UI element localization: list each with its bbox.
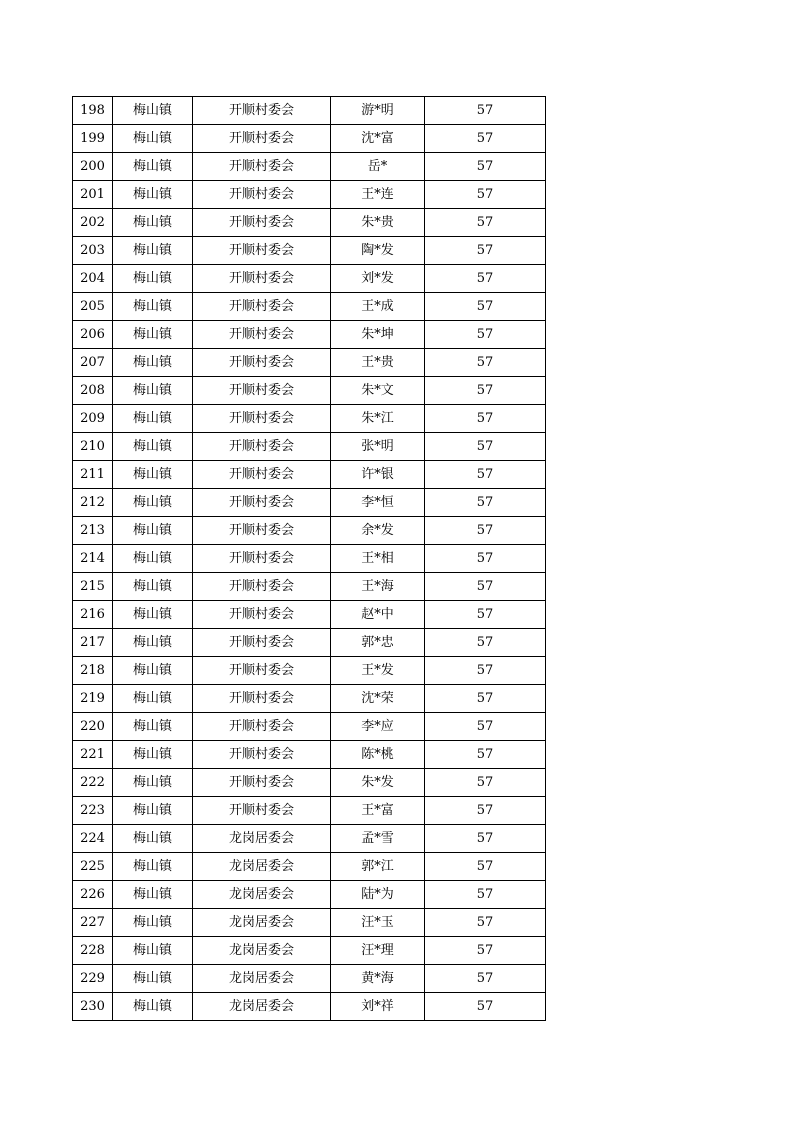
row-index-cell: 227 xyxy=(73,909,113,937)
amount-cell: 57 xyxy=(425,629,546,657)
name-cell: 张*明 xyxy=(331,433,425,461)
row-index-cell: 216 xyxy=(73,601,113,629)
amount-cell: 57 xyxy=(425,937,546,965)
township-cell: 梅山镇 xyxy=(113,405,193,433)
amount-cell: 57 xyxy=(425,741,546,769)
amount-cell: 57 xyxy=(425,321,546,349)
table-row xyxy=(73,433,546,461)
row-index-cell: 212 xyxy=(73,489,113,517)
amount-cell: 57 xyxy=(425,825,546,853)
committee-cell: 龙岗居委会 xyxy=(193,993,331,1021)
table-row xyxy=(73,825,546,853)
committee-cell: 开顺村委会 xyxy=(193,629,331,657)
name-cell: 朱*发 xyxy=(331,769,425,797)
township-cell: 梅山镇 xyxy=(113,993,193,1021)
township-cell: 梅山镇 xyxy=(113,881,193,909)
table-row xyxy=(73,881,546,909)
township-cell: 梅山镇 xyxy=(113,713,193,741)
table-row xyxy=(73,685,546,713)
table-row xyxy=(73,153,546,181)
row-index-cell: 217 xyxy=(73,629,113,657)
name-cell: 游*明 xyxy=(331,97,425,125)
name-cell: 陈*桃 xyxy=(331,741,425,769)
committee-cell: 龙岗居委会 xyxy=(193,937,331,965)
township-cell: 梅山镇 xyxy=(113,741,193,769)
amount-cell: 57 xyxy=(425,97,546,125)
amount-cell: 57 xyxy=(425,237,546,265)
township-cell: 梅山镇 xyxy=(113,377,193,405)
name-cell: 沈*富 xyxy=(331,125,425,153)
amount-cell: 57 xyxy=(425,797,546,825)
committee-cell: 开顺村委会 xyxy=(193,293,331,321)
committee-cell: 开顺村委会 xyxy=(193,97,331,125)
table-row xyxy=(73,97,546,125)
name-cell: 李*应 xyxy=(331,713,425,741)
table-row xyxy=(73,573,546,601)
name-cell: 沈*荣 xyxy=(331,685,425,713)
committee-cell: 龙岗居委会 xyxy=(193,881,331,909)
table-row xyxy=(73,489,546,517)
table-row xyxy=(73,769,546,797)
row-index-cell: 207 xyxy=(73,349,113,377)
row-index-cell: 200 xyxy=(73,153,113,181)
township-cell: 梅山镇 xyxy=(113,293,193,321)
township-cell: 梅山镇 xyxy=(113,909,193,937)
row-index-cell: 214 xyxy=(73,545,113,573)
name-cell: 朱*贵 xyxy=(331,209,425,237)
township-cell: 梅山镇 xyxy=(113,321,193,349)
amount-cell: 57 xyxy=(425,573,546,601)
row-index-cell: 224 xyxy=(73,825,113,853)
amount-cell: 57 xyxy=(425,265,546,293)
row-index-cell: 225 xyxy=(73,853,113,881)
amount-cell: 57 xyxy=(425,965,546,993)
committee-cell: 龙岗居委会 xyxy=(193,909,331,937)
table-row xyxy=(73,797,546,825)
amount-cell: 57 xyxy=(425,713,546,741)
committee-cell: 开顺村委会 xyxy=(193,237,331,265)
name-cell: 朱*文 xyxy=(331,377,425,405)
township-cell: 梅山镇 xyxy=(113,209,193,237)
committee-cell: 龙岗居委会 xyxy=(193,965,331,993)
row-index-cell: 209 xyxy=(73,405,113,433)
township-cell: 梅山镇 xyxy=(113,125,193,153)
name-cell: 朱*江 xyxy=(331,405,425,433)
row-index-cell: 210 xyxy=(73,433,113,461)
committee-cell: 开顺村委会 xyxy=(193,741,331,769)
committee-cell: 开顺村委会 xyxy=(193,601,331,629)
row-index-cell: 203 xyxy=(73,237,113,265)
amount-cell: 57 xyxy=(425,657,546,685)
name-cell: 朱*坤 xyxy=(331,321,425,349)
committee-cell: 开顺村委会 xyxy=(193,265,331,293)
row-index-cell: 220 xyxy=(73,713,113,741)
committee-cell: 开顺村委会 xyxy=(193,377,331,405)
township-cell: 梅山镇 xyxy=(113,657,193,685)
name-cell: 汪*玉 xyxy=(331,909,425,937)
row-index-cell: 219 xyxy=(73,685,113,713)
amount-cell: 57 xyxy=(425,153,546,181)
name-cell: 郭*江 xyxy=(331,853,425,881)
table-row xyxy=(73,125,546,153)
table-row xyxy=(73,237,546,265)
township-cell: 梅山镇 xyxy=(113,181,193,209)
committee-cell: 开顺村委会 xyxy=(193,181,331,209)
row-index-cell: 198 xyxy=(73,97,113,125)
township-cell: 梅山镇 xyxy=(113,797,193,825)
table-row xyxy=(73,181,546,209)
row-index-cell: 223 xyxy=(73,797,113,825)
name-cell: 王*相 xyxy=(331,545,425,573)
row-index-cell: 222 xyxy=(73,769,113,797)
name-cell: 王*海 xyxy=(331,573,425,601)
committee-cell: 开顺村委会 xyxy=(193,769,331,797)
amount-cell: 57 xyxy=(425,293,546,321)
name-cell: 刘*祥 xyxy=(331,993,425,1021)
row-index-cell: 205 xyxy=(73,293,113,321)
table-row xyxy=(73,657,546,685)
table-row xyxy=(73,265,546,293)
table-row xyxy=(73,405,546,433)
row-index-cell: 199 xyxy=(73,125,113,153)
township-cell: 梅山镇 xyxy=(113,545,193,573)
table-row xyxy=(73,545,546,573)
name-cell: 许*银 xyxy=(331,461,425,489)
name-cell: 王*发 xyxy=(331,657,425,685)
row-index-cell: 229 xyxy=(73,965,113,993)
amount-cell: 57 xyxy=(425,349,546,377)
amount-cell: 57 xyxy=(425,685,546,713)
name-cell: 汪*理 xyxy=(331,937,425,965)
township-cell: 梅山镇 xyxy=(113,825,193,853)
township-cell: 梅山镇 xyxy=(113,349,193,377)
committee-cell: 开顺村委会 xyxy=(193,153,331,181)
township-cell: 梅山镇 xyxy=(113,937,193,965)
township-cell: 梅山镇 xyxy=(113,153,193,181)
row-index-cell: 215 xyxy=(73,573,113,601)
committee-cell: 开顺村委会 xyxy=(193,433,331,461)
records-table-body xyxy=(73,97,546,1021)
amount-cell: 57 xyxy=(425,377,546,405)
amount-cell: 57 xyxy=(425,545,546,573)
table-row xyxy=(73,461,546,489)
row-index-cell: 226 xyxy=(73,881,113,909)
name-cell: 王*富 xyxy=(331,797,425,825)
amount-cell: 57 xyxy=(425,461,546,489)
row-index-cell: 221 xyxy=(73,741,113,769)
table-row xyxy=(73,321,546,349)
name-cell: 李*恒 xyxy=(331,489,425,517)
committee-cell: 开顺村委会 xyxy=(193,349,331,377)
township-cell: 梅山镇 xyxy=(113,237,193,265)
table-row xyxy=(73,349,546,377)
name-cell: 赵*中 xyxy=(331,601,425,629)
township-cell: 梅山镇 xyxy=(113,517,193,545)
committee-cell: 龙岗居委会 xyxy=(193,853,331,881)
row-index-cell: 202 xyxy=(73,209,113,237)
name-cell: 余*发 xyxy=(331,517,425,545)
amount-cell: 57 xyxy=(425,405,546,433)
committee-cell: 龙岗居委会 xyxy=(193,825,331,853)
table-row xyxy=(73,909,546,937)
township-cell: 梅山镇 xyxy=(113,97,193,125)
amount-cell: 57 xyxy=(425,769,546,797)
committee-cell: 开顺村委会 xyxy=(193,405,331,433)
table-row xyxy=(73,293,546,321)
row-index-cell: 211 xyxy=(73,461,113,489)
amount-cell: 57 xyxy=(425,181,546,209)
row-index-cell: 230 xyxy=(73,993,113,1021)
name-cell: 陆*为 xyxy=(331,881,425,909)
row-index-cell: 206 xyxy=(73,321,113,349)
amount-cell: 57 xyxy=(425,209,546,237)
amount-cell: 57 xyxy=(425,433,546,461)
committee-cell: 开顺村委会 xyxy=(193,545,331,573)
amount-cell: 57 xyxy=(425,993,546,1021)
committee-cell: 开顺村委会 xyxy=(193,125,331,153)
township-cell: 梅山镇 xyxy=(113,853,193,881)
committee-cell: 开顺村委会 xyxy=(193,489,331,517)
table-row xyxy=(73,601,546,629)
row-index-cell: 201 xyxy=(73,181,113,209)
township-cell: 梅山镇 xyxy=(113,433,193,461)
committee-cell: 开顺村委会 xyxy=(193,797,331,825)
table-row xyxy=(73,741,546,769)
committee-cell: 开顺村委会 xyxy=(193,321,331,349)
township-cell: 梅山镇 xyxy=(113,489,193,517)
amount-cell: 57 xyxy=(425,909,546,937)
amount-cell: 57 xyxy=(425,881,546,909)
table-row xyxy=(73,965,546,993)
row-index-cell: 204 xyxy=(73,265,113,293)
committee-cell: 开顺村委会 xyxy=(193,657,331,685)
records-table xyxy=(72,96,546,1021)
amount-cell: 57 xyxy=(425,601,546,629)
name-cell: 陶*发 xyxy=(331,237,425,265)
table-row xyxy=(73,853,546,881)
row-index-cell: 218 xyxy=(73,657,113,685)
table-row xyxy=(73,993,546,1021)
name-cell: 王*成 xyxy=(331,293,425,321)
committee-cell: 开顺村委会 xyxy=(193,713,331,741)
row-index-cell: 228 xyxy=(73,937,113,965)
committee-cell: 开顺村委会 xyxy=(193,517,331,545)
table-row xyxy=(73,937,546,965)
name-cell: 郭*忠 xyxy=(331,629,425,657)
row-index-cell: 208 xyxy=(73,377,113,405)
amount-cell: 57 xyxy=(425,517,546,545)
amount-cell: 57 xyxy=(425,853,546,881)
table-row xyxy=(73,377,546,405)
name-cell: 孟*雪 xyxy=(331,825,425,853)
township-cell: 梅山镇 xyxy=(113,769,193,797)
township-cell: 梅山镇 xyxy=(113,685,193,713)
township-cell: 梅山镇 xyxy=(113,573,193,601)
township-cell: 梅山镇 xyxy=(113,265,193,293)
name-cell: 王*连 xyxy=(331,181,425,209)
township-cell: 梅山镇 xyxy=(113,461,193,489)
table-row xyxy=(73,209,546,237)
committee-cell: 开顺村委会 xyxy=(193,685,331,713)
name-cell: 王*贵 xyxy=(331,349,425,377)
committee-cell: 开顺村委会 xyxy=(193,461,331,489)
row-index-cell: 213 xyxy=(73,517,113,545)
committee-cell: 开顺村委会 xyxy=(193,573,331,601)
table-row xyxy=(73,713,546,741)
township-cell: 梅山镇 xyxy=(113,601,193,629)
amount-cell: 57 xyxy=(425,489,546,517)
township-cell: 梅山镇 xyxy=(113,629,193,657)
committee-cell: 开顺村委会 xyxy=(193,209,331,237)
amount-cell: 57 xyxy=(425,125,546,153)
name-cell: 黄*海 xyxy=(331,965,425,993)
name-cell: 刘*发 xyxy=(331,265,425,293)
township-cell: 梅山镇 xyxy=(113,965,193,993)
table-row xyxy=(73,517,546,545)
table-row xyxy=(73,629,546,657)
name-cell: 岳* xyxy=(331,153,425,181)
